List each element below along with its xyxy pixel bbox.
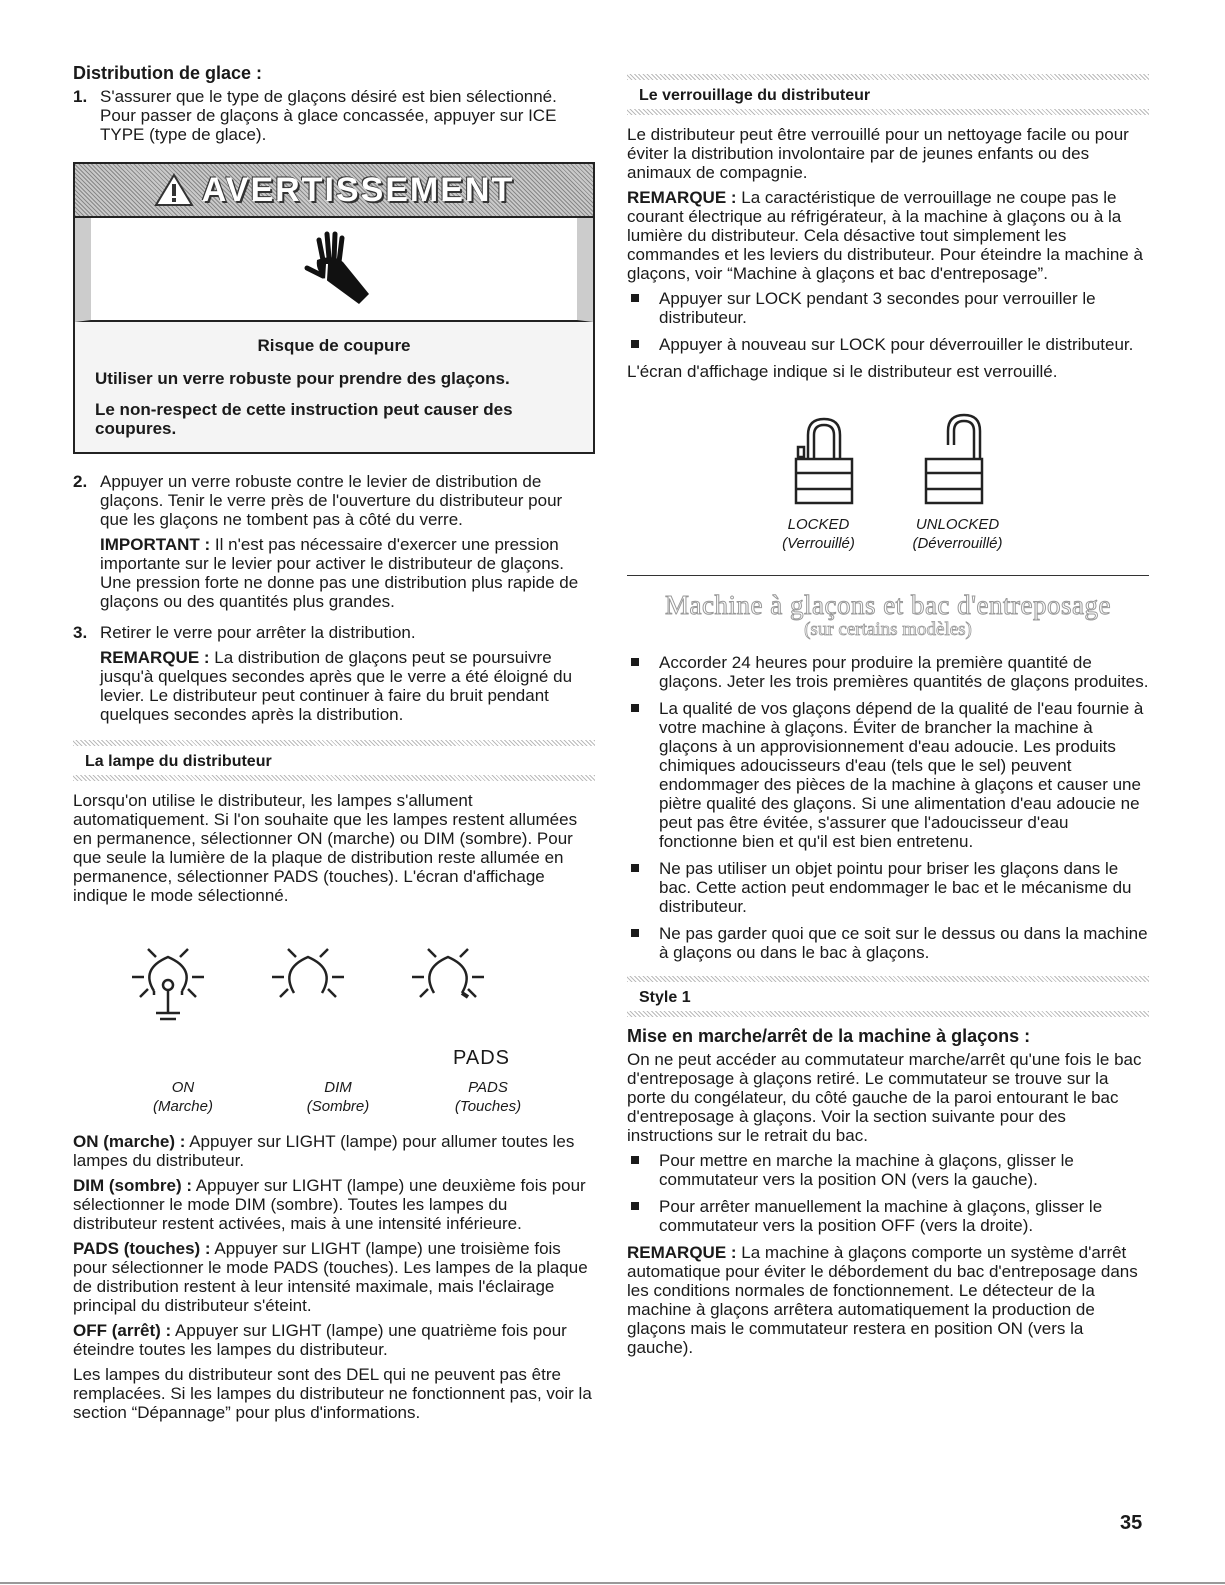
- icemaker-bullet: La qualité de vos glaçons dépend de la qualité de l'eau fournie à votre machine à glaçons. Éviter de brancher la machine à glaçons à un approvisionnement d'eau adoucie. Les produits chimiques adoucisseurs d'eau (tels que le sel) peuvent endommager des pièces de la machine à glaçons et causer une piètre qualité des glaçons. Si une alimentation d'eau adoucie ne peut pas être évitée, s'assurer que l'adoucisseur d'eau fonctionne bien et qu'il est bien entretenu.: [627, 699, 1149, 851]
- ice-heading: Distribution de glace :: [73, 63, 263, 83]
- step-2: 2. Appuyer un verre robuste contre le levier de distribution de glaçons. Tenir le verre près de l'ouverture du distributeur pour que les glaçons ne tombent pas à côté du verre. IMPORTANT : Il n'est pas nécessaire d'exercer une pression importante sur le levier pour activer le distributeur de glaçons. Une pression forte ne donne pas une distribution plus rapide de glaçons ou des quantités plus grandes.: [73, 472, 595, 617]
- warning-box: [73, 162, 595, 454]
- lamp-captions: ON (Marche) DIM (Sombre) PADS (Touches): [73, 1078, 595, 1116]
- caption-pads: PADS: [468, 1079, 508, 1096]
- warning-title: AVERTISSEMENT: [201, 170, 515, 209]
- lamp-on-icon: [118, 941, 218, 1031]
- off-paragraph: OFF (arrêt) : Appuyer sur LIGHT (lampe) une quatrième fois pour éteindre toutes les lampes du distributeur.: [73, 1321, 567, 1359]
- caption-unlocked: UNLOCKED: [915, 516, 1000, 533]
- important-label: IMPORTANT :: [100, 535, 211, 554]
- icemaker-bullet: Accorder 24 heures pour produire la première quantité de glaçons. Jeter les trois premières quantités de glaçons produites.: [627, 653, 1149, 691]
- warning-line-1: Utiliser un verre robuste pour prendre des glaçons.: [95, 369, 510, 388]
- on-paragraph: ON (marche) : Appuyer sur LIGHT (lampe) pour allumer toutes les lampes du distributeur.: [73, 1132, 575, 1170]
- lock-bullet: Appuyer à nouveau sur LOCK pour déverrouiller le distributeur.: [627, 335, 1149, 354]
- step-3: 3. Retirer le verre pour arrêter la distribution. REMARQUE : La distribution de glaçons peut se poursuivre jusqu'à quelques secondes après que le verre a été éloigné du levier. Le distributeur peut continuer à faire du bruit pendant quelques secondes après la distribution.: [73, 623, 595, 730]
- icemaker-bullet: Ne pas garder quoi que ce soit sur le dessus ou dans la machine à glaçons ou dans le bac à glaçons.: [627, 924, 1149, 962]
- icemaker-bullet: Ne pas utiliser un objet pointu pour briser les glaçons dans le bac. Cette action peut endommager le bac et le mécanisme du distributeur.: [627, 859, 1149, 916]
- locked-icon: [788, 409, 858, 509]
- warning-header: [75, 164, 593, 218]
- pads-paragraph: PADS (touches) : Appuyer sur LIGHT (lampe) une troisième fois pour sélectionner le mode PADS (touches). Les lampes de la plaque de distribution restent à leur intensité maximale, mais l'éclairage principal du distributeur s'éteint.: [73, 1239, 588, 1315]
- warning-triangle-icon: [154, 173, 194, 207]
- caption-dim: DIM: [324, 1079, 352, 1096]
- caption-locked: LOCKED: [787, 516, 850, 533]
- lock-heading: Le verrouillage du distributeur: [639, 87, 871, 104]
- style-section-header: [627, 976, 1149, 1017]
- lamp-intro: Lorsqu'on utilise le distributeur, les lampes s'allument automatiquement. Si l'on souhaite que les lampes restent allumées en permanence, sélectionner ON (marche) ou DIM (sombre). Pour que seule la lumière de la plaque de distribution reste allumée en permanence, sélectionner PADS (touches). L'écran d'affichage indique le mode sélectionné.: [73, 791, 578, 905]
- step-1-text: S'assurer que le type de glaçons désiré est bien sélectionné. Pour passer de glaçons à glace concassée, appuyer sur ICE TYPE (type de glace).: [100, 87, 557, 144]
- lock-section-header: [627, 74, 1149, 115]
- step-2-text: Appuyer un verre robuste contre le levier de distribution de glaçons. Tenir le verre près de l'ouverture du distributeur pour que les glaçons ne tombent pas à côté du verre.: [100, 472, 563, 529]
- dim-paragraph: DIM (sombre) : Appuyer sur LIGHT (lampe) une deuxième fois pour sélectionner le mode DIM (sombre). Toutes les lampes du distributeur restent activées, mais à une intensité inférieure.: [73, 1176, 586, 1233]
- style-heading: Style 1: [639, 989, 691, 1006]
- lamp-pads-icon: [398, 941, 498, 1031]
- page-number: 35: [1120, 1512, 1143, 1534]
- lamp-section-header: [73, 740, 595, 781]
- warning-risk: Risque de coupure: [257, 336, 411, 355]
- step-3-note-label: REMARQUE :: [100, 648, 210, 667]
- led-paragraph: Les lampes du distributeur sont des DEL qui ne peuvent pas être remplacées. Si les lampes du distributeur ne fonctionnent pas, voir la section “Dépannage” pour plus d'informations.: [73, 1365, 592, 1422]
- important-text: Il n'est pas nécessaire d'exercer une pression importante sur le levier pour activer le distributeur de glaçons. Une pression forte ne donne pas une distribution plus rapide de glaçons ou des quantités plus grandes.: [100, 535, 579, 611]
- icemaker-title: Machine à glaçons et bac d'entreposage: [665, 590, 1111, 620]
- left-column: [73, 64, 595, 1428]
- onoff-bullet: Pour arrêter manuellement la machine à glaçons, glisser le commutateur vers la position OFF (vers la droite).: [627, 1197, 1149, 1235]
- onoff-heading: Mise en marche/arrêt de la machine à glaçons :: [627, 1026, 1031, 1046]
- onoff-bullet: Pour mettre en marche la machine à glaçons, glisser le commutateur vers la position ON (vers la gauche).: [627, 1151, 1149, 1189]
- unlocked-icon: [918, 409, 988, 509]
- right-column: [627, 74, 1149, 1363]
- lamp-heading: La lampe du distributeur: [85, 753, 272, 770]
- onoff-note: REMARQUE : La machine à glaçons comporte un système d'arrêt automatique pour éviter le débordement du bac d'entreposage dans les conditions normales de fonctionnement. Le détecteur de la machine à glaçons arrêtera automatiquement la production de glaçons mais le commutateur restera en position ON (vers la gauche).: [627, 1243, 1138, 1357]
- lock-captions: LOCKED (Verrouillé) UNLOCKED (Déverrouillé): [627, 515, 1149, 553]
- hand-cut-icon: [289, 224, 379, 314]
- step-1: 1. S'assurer que le type de glaçons désiré est bien sélectionné. Pour passer de glaçons à glace concassée, appuyer sur ICE TYPE (type de glace).: [73, 87, 595, 150]
- lock-display-text: L'écran d'affichage indique si le distributeur est verrouillé.: [627, 362, 1058, 381]
- warning-line-2: Le non-respect de cette instruction peut causer des coupures.: [95, 400, 513, 438]
- lock-note: REMARQUE : La caractéristique de verrouillage ne coupe pas le courant électrique au réfrigérateur, à la machine à glaçons ou à la lumière du distributeur. Cela désactive tout simplement les commandes et les leviers du distributeur. Pour éteindre la machine à glaçons, voir “Machine à glaçons et bac d'entreposage”.: [627, 188, 1143, 283]
- lamp-dim-icon: [258, 941, 358, 1031]
- onoff-intro: On ne peut accéder au commutateur marche/arrêt qu'une fois le bac d'entreposage à glaçons retiré. Le commutateur se trouve sur la porte du congélateur, du côté gauche de la paroi entourant le bac d'entreposage à glaçons. Voir la section suivante pour des instructions sur le retrait du bac.: [627, 1050, 1142, 1145]
- pads-display-text: PADS: [453, 1047, 510, 1069]
- step-3-note-text: La distribution de glaçons peut se poursuivre jusqu'à quelques secondes après que le verre a été éloigné du levier. Le distributeur peut continuer à faire du bruit pendant quelques secondes après la distribution.: [100, 648, 573, 724]
- lock-intro: Le distributeur peut être verrouillé pour un nettoyage facile ou pour éviter la distribution involontaire par de jeunes enfants ou des animaux de compagnie.: [627, 125, 1129, 182]
- step-3-text: Retirer le verre pour arrêter la distribution.: [100, 623, 416, 642]
- lock-icons: [627, 409, 1149, 509]
- lamp-icons: [98, 941, 518, 1031]
- icemaker-subtitle: (sur certains modèles): [804, 619, 972, 640]
- caption-on: ON: [171, 1079, 195, 1096]
- lock-bullet: Appuyer sur LOCK pendant 3 secondes pour verrouiller le distributeur.: [627, 289, 1149, 327]
